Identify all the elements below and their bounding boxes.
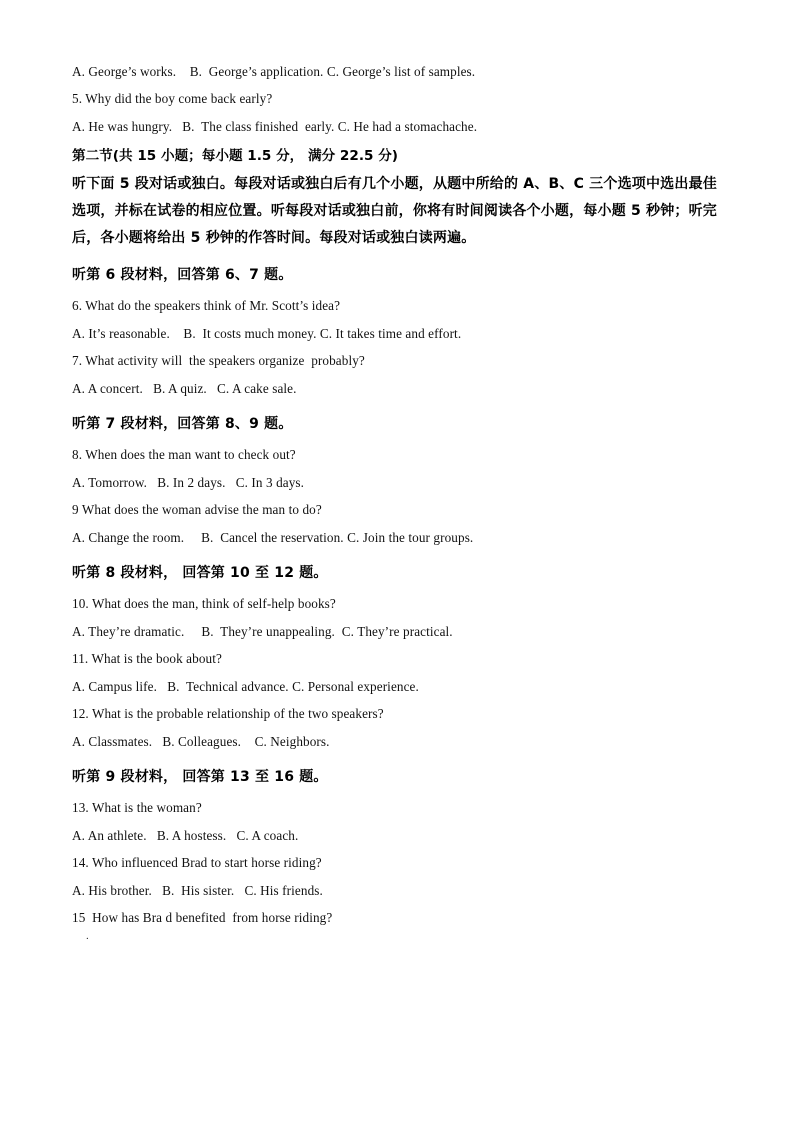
question-item: 5. Why did the boy come back early?	[72, 91, 273, 106]
answer-options: A. A concert. B. A quiz. C. A cake sale.	[72, 380, 297, 396]
answer-options: A. His brother. B. His sister. C. His friends.	[72, 882, 323, 898]
question-item: 10. What does the man, think of self-help books?	[72, 596, 336, 612]
answer-options: A. Classmates. B. Colleagues. C. Neighbors.	[72, 733, 330, 749]
answer-options: A. An athlete. B. A hostess. C. A coach.	[72, 827, 299, 843]
question-item: 13. What is the woman?	[72, 800, 202, 816]
question-item: 15 How has Bra d benefited from horse riding?	[72, 910, 333, 926]
answer-options: A. He was hungry. B. The class finished early. C. He had a stomachache.	[72, 118, 478, 134]
section-heading: 第二节(共 15 小题；每小题 1.5 分， 满分 22.5 分)	[72, 147, 398, 164]
section-instructions: 听下面 5 段对话或独白。每段对话或独白后有几个小题，从题中所给的 A、B、C 三个选项中选出最佳选项，并标在试卷的相应位置。听每段对话或独白前，你将有时间阅读各个小题，每小题 5 秒钟；听完后，各小题将给出 5 秒钟的作答时间。每段对话或独白读两遍。	[72, 176, 717, 246]
material-heading: 听第 6 段材料，回答第 6、7 题。	[72, 266, 293, 283]
question-item: 6. What do the speakers think of Mr. Scott’s idea?	[72, 298, 341, 314]
answer-options: A. Campus life. B. Technical advance. C. Personal experience.	[72, 678, 419, 694]
document-body	[72, 58, 722, 941]
material-heading: 听第 8 段材料， 回答第 10 至 12 题。	[72, 564, 328, 581]
material-heading: 听第 9 段材料， 回答第 13 至 16 题。	[72, 768, 328, 785]
answer-options: A. They’re dramatic. B. They’re unappealing. C. They’re practical.	[72, 623, 453, 639]
answer-options: A. Change the room. B. Cancel the reservation. C. Join the tour groups.	[72, 529, 474, 545]
question-item: 14. Who influenced Brad to start horse riding?	[72, 855, 322, 871]
question-item: 8. When does the man want to check out?	[72, 447, 296, 463]
answer-options: A. It’s reasonable. B. It costs much money. C. It takes time and effort.	[72, 325, 462, 341]
answer-options: A. Tomorrow. B. In 2 days. C. In 3 days.	[72, 474, 305, 490]
question-item: 9 What does the woman advise the man to do?	[72, 502, 322, 518]
material-heading: 听第 7 段材料，回答第 8、9 题。	[72, 415, 293, 432]
question-item: 12. What is the probable relationship of the two speakers?	[72, 706, 384, 722]
question-item: 7. What activity will the speakers organize probably?	[72, 353, 365, 369]
question-item: 11. What is the book about?	[72, 651, 222, 667]
answer-options: A. George’s works. B. George’s application. C. George’s list of samples.	[72, 63, 476, 79]
trailing-mark: .	[86, 930, 89, 943]
